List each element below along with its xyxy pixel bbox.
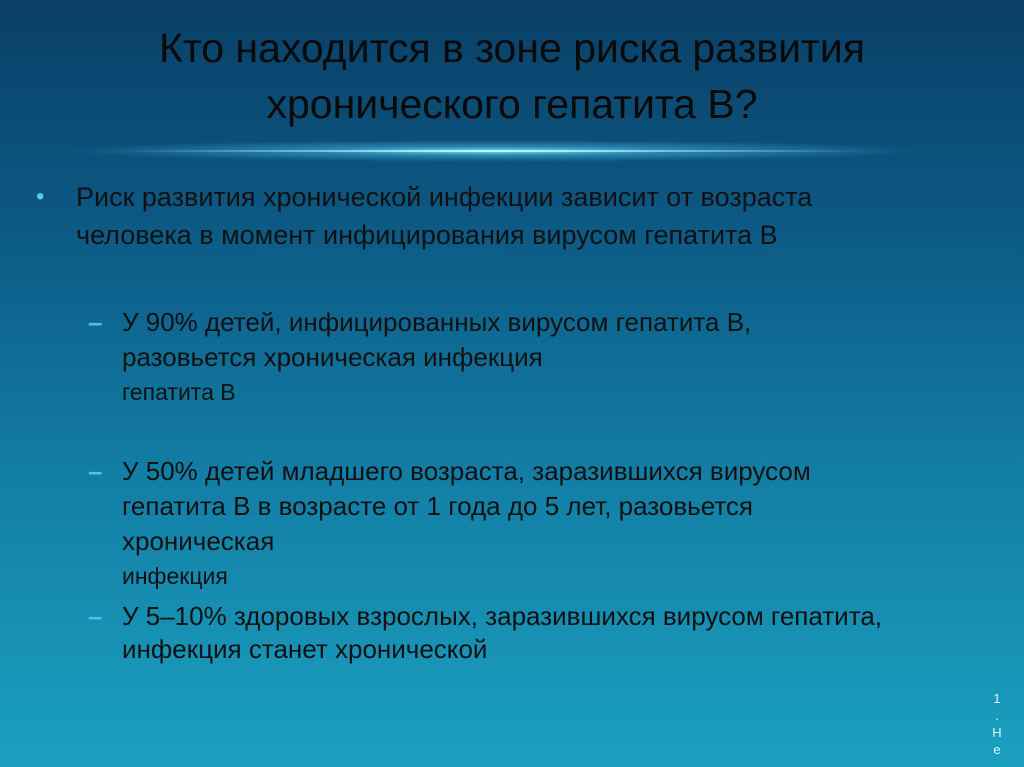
- slide-number: [990, 690, 1004, 758]
- sub-item-line: У 5–10% здоровых взрослых, заразившихся вирусом гепатита,: [122, 601, 883, 631]
- sub-item-text: [122, 600, 962, 666]
- title-line-1: Кто находится в зоне риска развития: [159, 25, 865, 71]
- slide-number-char: е: [993, 742, 1001, 757]
- sub-item-line-tail: инфекция: [122, 563, 228, 589]
- sub-item-line: разовьется хроническая инфекция: [122, 342, 543, 372]
- title-line-2: хронического гепатита В?: [266, 81, 758, 127]
- slide-number-char: 1: [993, 691, 1001, 706]
- sub-item-line: инфекция станет хронической: [122, 634, 488, 664]
- dash-bullet-icon: –: [88, 456, 103, 486]
- main-bullet-line-2: человека в момент инфицирования вирусом гепатита В: [76, 220, 778, 250]
- main-bullet-text: [76, 178, 976, 254]
- slide-number-char: .: [995, 708, 999, 723]
- sub-item-line: гепатита В в возрасте от 1 года до 5 лет, разовьется: [122, 491, 754, 521]
- sub-item-line: У 50% детей младшего возраста, заразившихся вирусом: [122, 456, 811, 486]
- sub-item-text: [122, 305, 962, 410]
- title-divider-glow: [60, 140, 930, 162]
- slide-number-char: Н: [992, 725, 1002, 740]
- sub-item-text: [122, 454, 962, 594]
- sub-item-line-tail: гепатита В: [122, 379, 236, 405]
- bullet-dot-icon: •: [36, 183, 45, 210]
- main-bullet-line-1: Риск развития хронической инфекции зависит от возраста: [76, 182, 813, 212]
- sub-item-line: У 90% детей, инфицированных вирусом гепатита В,: [122, 307, 752, 337]
- dash-bullet-icon: –: [88, 307, 103, 337]
- slide-title: [0, 20, 1024, 132]
- sub-item-line: хроническая: [122, 526, 275, 556]
- dash-bullet-icon: –: [88, 601, 103, 631]
